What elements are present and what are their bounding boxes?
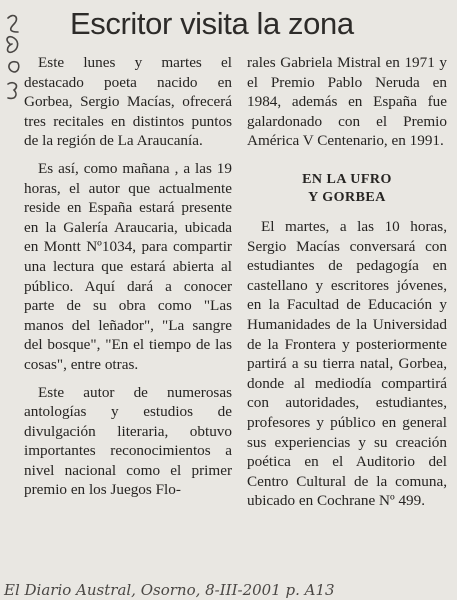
subhead-line-1: EN LA UFRO: [302, 171, 392, 187]
article-left-column: [24, 53, 232, 508]
subhead-line-2: Y GORBEA: [308, 189, 386, 205]
handwritten-margin-note: [2, 10, 24, 120]
paragraph-intro: Este lunes y martes el destacado poeta nacido en Gorbea, Sergio Macías, ofrecerá tres recitales en distintos puntos de la región de La Araucanía.: [24, 54, 232, 150]
section-subhead: [247, 171, 447, 207]
source-note-text: El Diario Austral, Osorno, 8-III-2001 p. A13: [4, 581, 335, 599]
article-headline: Escritor visita la zona: [70, 6, 354, 41]
paragraph-galeria: Es así, como mañana , a las 19 horas, el autor que actualmente reside en España estará presente en la Galería Araucaria, ubicada en Montt Nº1034, para compartir una lectura que estará abierta al público. Aquí dará a conocer parte de su obra como "Las manos del leñador", "La sangre del bosque", "En el tiempo de las cosas", entre otras.: [24, 159, 232, 373]
article-right-column: [247, 53, 447, 519]
paragraph-premios: rales Gabriela Mistral en 1971 y el Premio Pablo Neruda en 1984, además en España fue galardonado con el Premio América V Centenario, en 1991.: [247, 54, 447, 150]
paragraph-autor: Este autor de numerosas antologías y estudios de divulgación literaria, obtuvo importantes reconocimientos a nivel nacional como el primer premio en los Juegos Flo-: [24, 383, 232, 499]
handwritten-source-note: [0, 576, 457, 600]
paragraph-ufro-gorbea: El martes, a las 10 horas, Sergio Macías conversará con estudiantes de pedagogía en castellano y escritores jóvenes, en la Facultad de Educación y Humanidades de la Universidad de la Frontera y posteriormente partirá a su tierra natal, Gorbea, donde al mediodía compartirá con autoridades, estudiantes, profesores y público en general sus experiencias y su creación poética en el Auditorio del Centro Cultural de la comuna, ubicado en Cochrane Nº 499.: [247, 217, 447, 510]
